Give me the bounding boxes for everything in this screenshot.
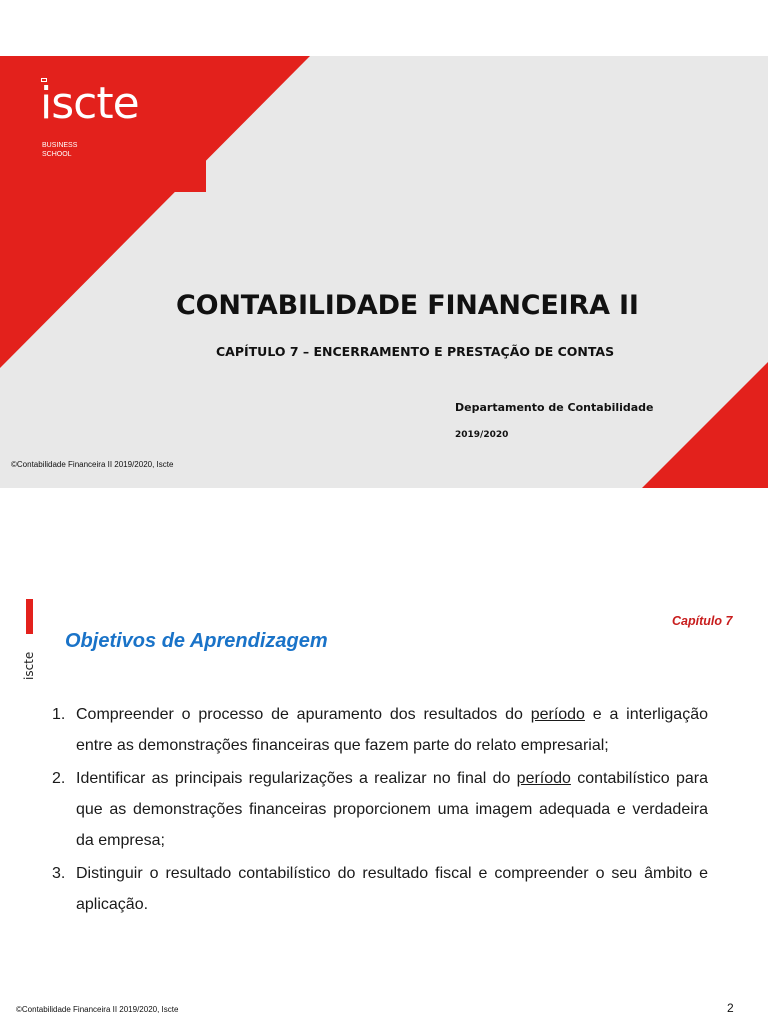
chapter-label: Capítulo 7 [672, 614, 733, 628]
logo-subtitle-line2: SCHOOL [42, 151, 72, 158]
chapter-subtitle: CAPÍTULO 7 – ENCERRAMENTO E PRESTAÇÃO DE CONTAS [216, 344, 615, 359]
course-title: CONTABILIDADE FINANCEIRA II [176, 290, 639, 321]
copyright-footer: ©Contabilidade Financeira II 2019/2020, Iscte [11, 460, 174, 469]
side-iscte-logo: iscte [22, 651, 36, 680]
underlined-term: período [516, 770, 571, 787]
logo-subtitle [42, 141, 77, 159]
red-accent-bar [26, 599, 33, 634]
red-triangle-bottom-right [642, 362, 768, 488]
list-item [52, 699, 708, 761]
iscte-logo [0, 56, 206, 192]
objective-text-start: Compreender o processo de apuramento dos resultados do [76, 706, 531, 723]
department-name: Departamento de Contabilidade [455, 401, 654, 414]
page-number: 2 [727, 1001, 734, 1015]
copyright-footer: ©Contabilidade Financeira II 2019/2020, Iscte [16, 1005, 179, 1014]
logo-wordmark: iscte [40, 78, 139, 129]
objective-text-end: e a interligação entre as demonstrações financeiras que fazem parte do relato empresarial; [76, 706, 708, 754]
section-heading: Objetivos de Aprendizagem [65, 630, 328, 652]
academic-year: 2019/2020 [455, 430, 509, 440]
list-item [52, 763, 708, 856]
underlined-term: período [530, 706, 585, 723]
objective-text-end: contabilístico para que as demonstrações financeiras proporcionem uma imagem adequada e verdadeira da empresa; [76, 770, 708, 849]
logo-subtitle-line1: BUSINESS [42, 142, 78, 149]
list-item [52, 858, 708, 920]
objectives-list [52, 699, 708, 922]
list-item-number: 1. [52, 706, 66, 723]
title-slide [0, 56, 768, 488]
objective-text-start: Identificar as principais regularizações a realizar no final do [76, 770, 517, 787]
objective-text: Distinguir o resultado contabilístico do resultado fiscal e compreender o seu âmbito e aplicação. [76, 865, 708, 913]
objectives-slide [0, 488, 768, 1024]
list-item-number: 2. [52, 770, 66, 787]
list-item-number: 3. [52, 865, 66, 882]
